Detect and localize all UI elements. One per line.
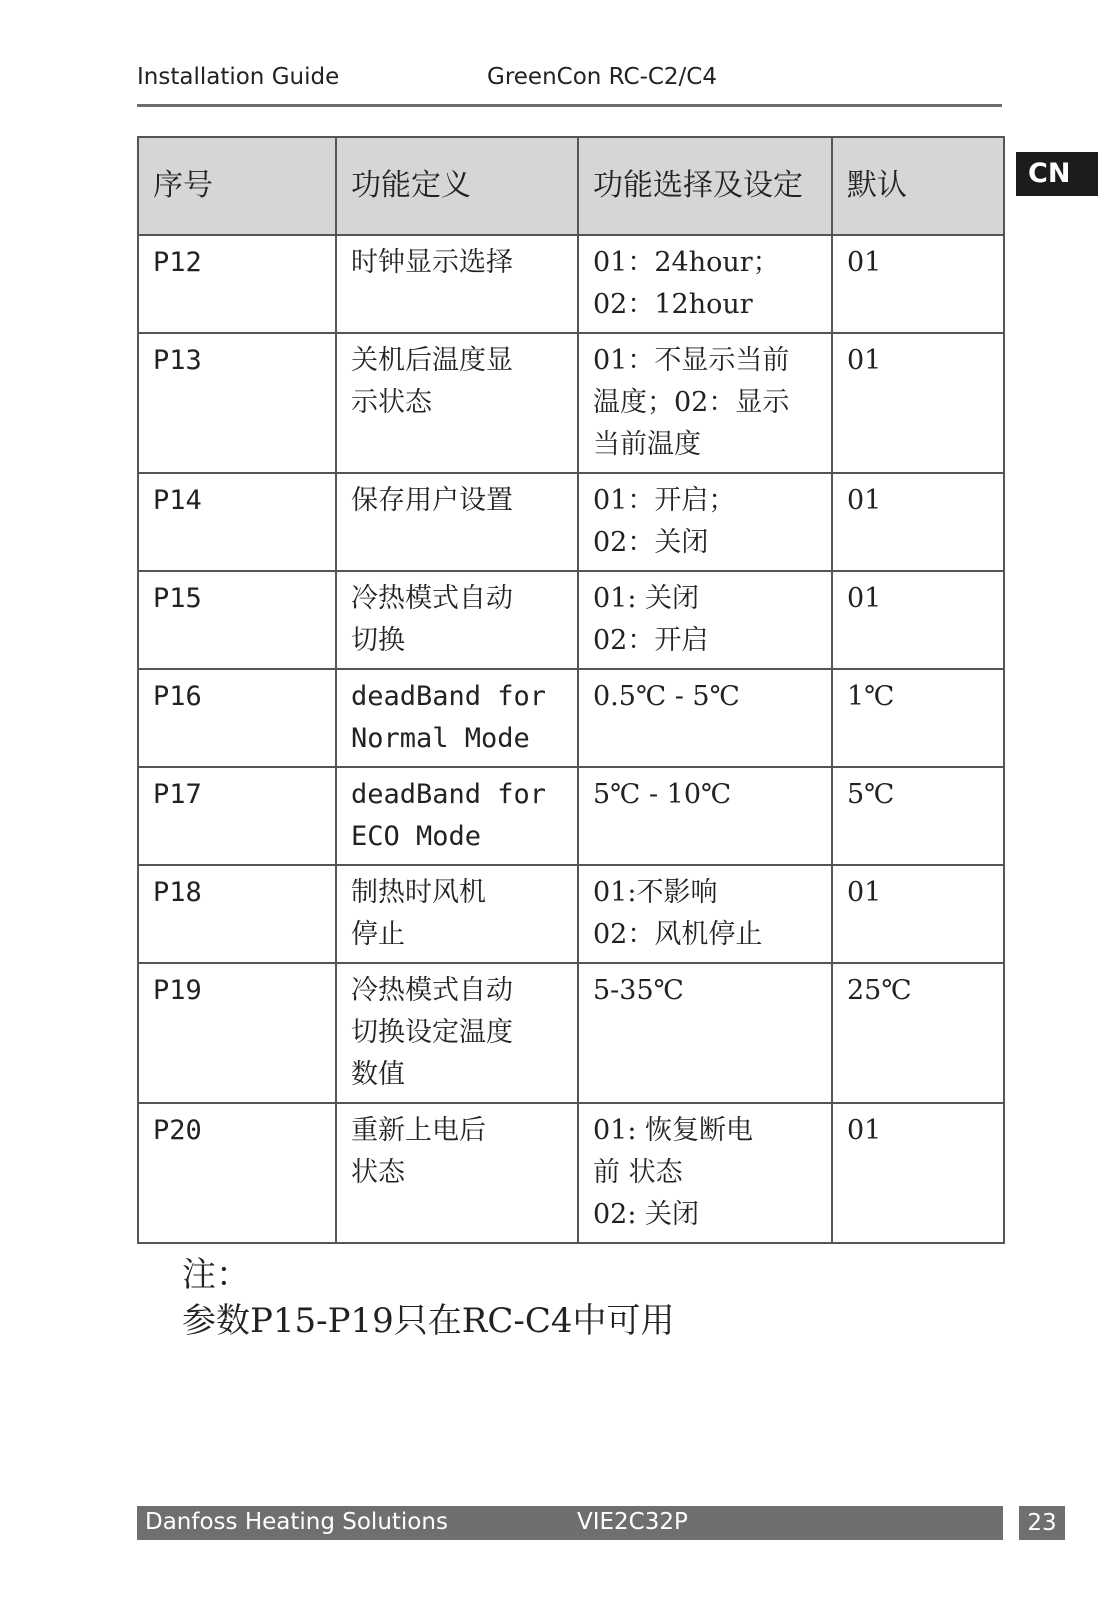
header-product-name: GreenCon RC-C2/C4 xyxy=(487,64,717,90)
param-function: 关机后温度显 示状态 xyxy=(336,333,578,473)
header-function: 功能定义 xyxy=(336,137,578,235)
param-default: 01 xyxy=(832,333,1004,473)
note-block xyxy=(182,1252,675,1344)
header-default: 默认 xyxy=(832,137,1004,235)
param-code: P18 xyxy=(138,865,336,963)
param-code: P19 xyxy=(138,963,336,1103)
param-code: P14 xyxy=(138,473,336,571)
param-code: P15 xyxy=(138,571,336,669)
header-options: 功能选择及设定 xyxy=(578,137,832,235)
param-default: 5℃ xyxy=(832,767,1004,865)
param-options: 01：24hour； 02：12hour xyxy=(578,235,832,333)
table-row xyxy=(138,571,1004,669)
param-code: P20 xyxy=(138,1103,336,1243)
param-options: 0.5℃ - 5℃ xyxy=(578,669,832,767)
language-tab: CN xyxy=(1016,152,1098,196)
param-function: 制热时风机 停止 xyxy=(336,865,578,963)
param-code: P17 xyxy=(138,767,336,865)
param-default: 01 xyxy=(832,235,1004,333)
parameter-table xyxy=(137,136,1005,1244)
param-function: 重新上电后 状态 xyxy=(336,1103,578,1243)
page-number: 23 xyxy=(1019,1506,1065,1540)
param-code: P12 xyxy=(138,235,336,333)
param-options: 5-35℃ xyxy=(578,963,832,1103)
param-default: 01 xyxy=(832,473,1004,571)
param-default: 01 xyxy=(832,865,1004,963)
param-default: 1℃ xyxy=(832,669,1004,767)
footer-doc-code: VIE2C32P xyxy=(577,1509,688,1535)
table-header-row xyxy=(138,137,1004,235)
param-options: 01:不影响 02：风机停止 xyxy=(578,865,832,963)
table-row xyxy=(138,333,1004,473)
header-divider xyxy=(137,104,1002,107)
param-options: 01：不显示当前 温度；02：显示 当前温度 xyxy=(578,333,832,473)
table-row xyxy=(138,1103,1004,1243)
footer-company: Danfoss Heating Solutions xyxy=(145,1509,448,1535)
header-index: 序号 xyxy=(138,137,336,235)
param-code: P13 xyxy=(138,333,336,473)
param-function: deadBand for ECO Mode xyxy=(336,767,578,865)
table-row xyxy=(138,767,1004,865)
table-row xyxy=(138,865,1004,963)
table-row xyxy=(138,473,1004,571)
param-options: 01: 恢复断电 前 状态 02: 关闭 xyxy=(578,1103,832,1243)
table-row xyxy=(138,235,1004,333)
footer-bar xyxy=(137,1506,1003,1540)
param-function: 保存用户设置 xyxy=(336,473,578,571)
param-function: 冷热模式自动 切换 xyxy=(336,571,578,669)
param-function: 时钟显示选择 xyxy=(336,235,578,333)
table-row xyxy=(138,669,1004,767)
param-default: 01 xyxy=(832,571,1004,669)
param-default: 25℃ xyxy=(832,963,1004,1103)
param-default: 01 xyxy=(832,1103,1004,1243)
note-text: 参数P15-P19只在RC-C4中可用 xyxy=(182,1301,675,1341)
param-options: 01：开启； 02：关闭 xyxy=(578,473,832,571)
param-options: 01: 关闭 02：开启 xyxy=(578,571,832,669)
param-function: deadBand for Normal Mode xyxy=(336,669,578,767)
param-function: 冷热模式自动 切换设定温度 数值 xyxy=(336,963,578,1103)
header-guide-title: Installation Guide xyxy=(137,64,340,90)
param-code: P16 xyxy=(138,669,336,767)
param-options: 5℃ - 10℃ xyxy=(578,767,832,865)
table-row xyxy=(138,963,1004,1103)
note-label: 注： xyxy=(182,1255,250,1295)
